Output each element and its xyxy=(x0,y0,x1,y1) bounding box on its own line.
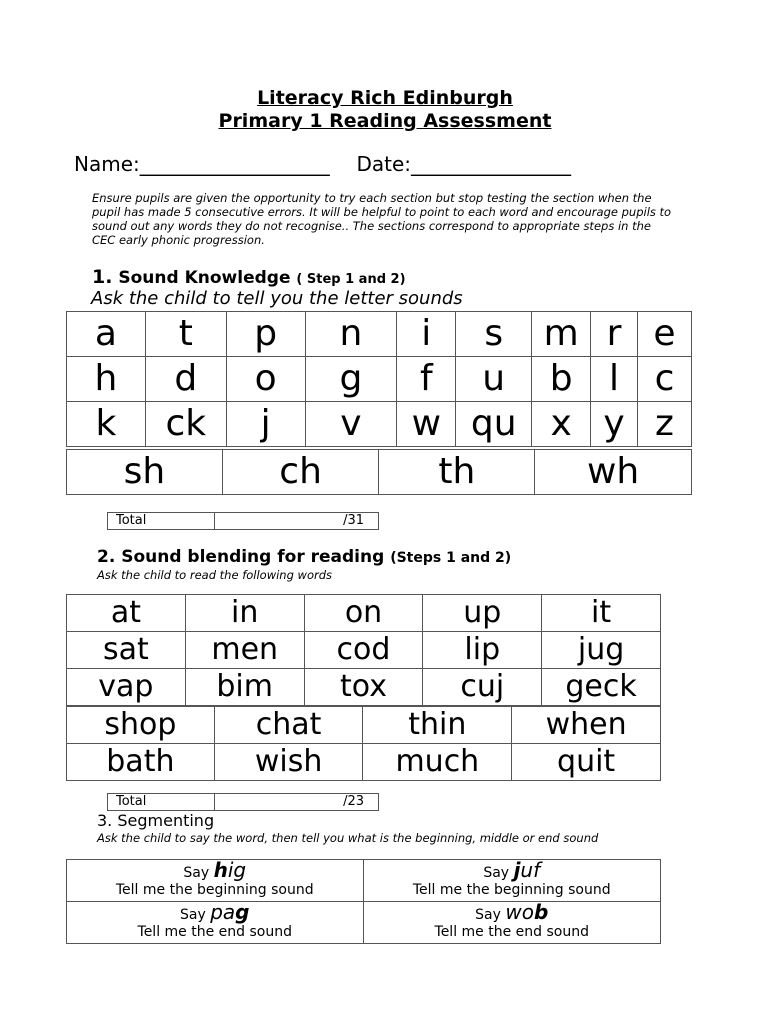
section1-total-box xyxy=(107,512,379,530)
letter-cell: s xyxy=(456,312,532,357)
word-cell: sat xyxy=(67,632,186,669)
say-label: Say xyxy=(183,865,210,881)
letter-cell: ck xyxy=(145,402,226,447)
date-field-label: Date:________________ xyxy=(356,152,572,176)
segment-instruction: Tell me the beginning sound xyxy=(412,882,611,898)
word-cell: lip xyxy=(423,632,542,669)
letter-cell: w xyxy=(397,402,456,447)
segment-instruction: Tell me the end sound xyxy=(137,924,292,940)
total-label: Total xyxy=(108,794,215,811)
digraph-cell: wh xyxy=(535,450,692,495)
word-row xyxy=(67,595,661,632)
letter-cell: v xyxy=(305,402,397,447)
name-date-line xyxy=(74,152,571,176)
letter-cell: h xyxy=(67,357,146,402)
letter-cell: t xyxy=(145,312,226,357)
target-word: wob xyxy=(505,900,549,924)
blending-digraph-words-table xyxy=(66,706,661,781)
total-score: /23 xyxy=(214,794,378,811)
section1-steps: ( Step 1 and 2) xyxy=(296,272,406,287)
section2-heading xyxy=(97,547,511,567)
say-label: Say xyxy=(483,865,510,881)
document-title: Literacy Rich Edinburgh xyxy=(257,87,513,109)
letter-cell: k xyxy=(67,402,146,447)
segmenting-table xyxy=(66,859,661,944)
segment-instruction: Tell me the end sound xyxy=(434,924,589,940)
section1-heading xyxy=(92,266,406,288)
target-word: pag xyxy=(210,900,250,924)
letter-cell: j xyxy=(226,402,305,447)
word-row xyxy=(67,669,661,706)
letter-cell: p xyxy=(226,312,305,357)
letter-cell: u xyxy=(456,357,532,402)
word-cell: vap xyxy=(67,669,186,706)
word-cell: when xyxy=(512,707,661,744)
letter-cell: e xyxy=(638,312,692,357)
letter-cell: l xyxy=(591,357,638,402)
total-label: Total xyxy=(108,513,215,530)
letter-cell: o xyxy=(226,357,305,402)
word-cell: at xyxy=(67,595,186,632)
segment-row xyxy=(67,860,661,902)
section1-number: 1. xyxy=(92,266,113,288)
word-cell: tox xyxy=(304,669,423,706)
digraph-cell: th xyxy=(379,450,535,495)
word-cell: on xyxy=(304,595,423,632)
word-cell: cod xyxy=(304,632,423,669)
section2-total-box xyxy=(107,793,379,811)
word-cell: bath xyxy=(67,744,215,781)
word-cell: bim xyxy=(185,669,304,706)
letter-cell: n xyxy=(305,312,397,357)
document-subtitle: Primary 1 Reading Assessment xyxy=(218,110,552,132)
target-word: juf xyxy=(513,858,541,882)
word-row xyxy=(67,632,661,669)
section2-steps: (Steps 1 and 2) xyxy=(390,550,512,566)
target-word: hig xyxy=(213,858,247,882)
digraph-cell: sh xyxy=(67,450,223,495)
word-cell: in xyxy=(185,595,304,632)
blending-words-table xyxy=(66,594,661,706)
say-label: Say xyxy=(475,907,501,923)
word-cell: men xyxy=(185,632,304,669)
segment-cell xyxy=(67,902,364,944)
word-cell: jug xyxy=(542,632,661,669)
letter-cell: g xyxy=(305,357,397,402)
word-cell: quit xyxy=(512,744,661,781)
section3-title: 3. Segmenting xyxy=(97,811,215,830)
letter-cell: f xyxy=(397,357,456,402)
letter-cell: z xyxy=(638,402,692,447)
letter-cell: x xyxy=(532,402,591,447)
letter-row xyxy=(67,312,692,357)
section2-subtitle: Ask the child to read the following words xyxy=(97,568,333,582)
word-cell: much xyxy=(363,744,512,781)
letter-cell: c xyxy=(638,357,692,402)
word-cell: up xyxy=(423,595,542,632)
segment-cell xyxy=(363,860,661,902)
word-cell: cuj xyxy=(423,669,542,706)
letter-cell: qu xyxy=(456,402,532,447)
word-cell: wish xyxy=(214,744,363,781)
word-cell: it xyxy=(542,595,661,632)
word-row xyxy=(67,707,661,744)
segment-cell xyxy=(67,860,364,902)
letter-cell: a xyxy=(67,312,146,357)
letter-cell: d xyxy=(145,357,226,402)
letter-row xyxy=(67,357,692,402)
letter-row xyxy=(67,402,692,447)
section3-subtitle: Ask the child to say the word, then tell you what is the beginning, middle or end sound xyxy=(97,831,599,845)
letter-cell: m xyxy=(532,312,591,357)
word-cell: shop xyxy=(67,707,215,744)
letter-sounds-table xyxy=(66,311,692,447)
word-row xyxy=(67,744,661,781)
name-field-label: Name:___________________ xyxy=(74,152,330,176)
letter-cell: r xyxy=(591,312,638,357)
letter-cell: i xyxy=(397,312,456,357)
section1-title: Sound Knowledge xyxy=(118,268,291,288)
word-cell: chat xyxy=(214,707,363,744)
instructions-text: Ensure pupils are given the opportunity to try each section but stop testing the section when the pupil has made 5 consecutive errors. It will be helpful to point to each word and encourage pupils to sound out any words they do not recognise.. The sections correspond to appropriate steps in the CEC early phonic progression. xyxy=(92,191,672,247)
digraph-table xyxy=(66,449,692,495)
section2-title: Sound blending for reading xyxy=(121,547,385,567)
segment-instruction: Tell me the beginning sound xyxy=(115,882,314,898)
segment-row xyxy=(67,902,661,944)
segment-cell xyxy=(363,902,661,944)
letter-cell: y xyxy=(591,402,638,447)
section1-subtitle: Ask the child to tell you the letter sounds xyxy=(91,288,463,309)
word-cell: thin xyxy=(363,707,512,744)
total-score: /31 xyxy=(214,513,378,530)
letter-cell: b xyxy=(532,357,591,402)
digraph-cell: ch xyxy=(222,450,379,495)
say-label: Say xyxy=(180,907,206,923)
digraph-row xyxy=(67,450,692,495)
section2-number: 2. xyxy=(97,547,116,567)
word-cell: geck xyxy=(542,669,661,706)
